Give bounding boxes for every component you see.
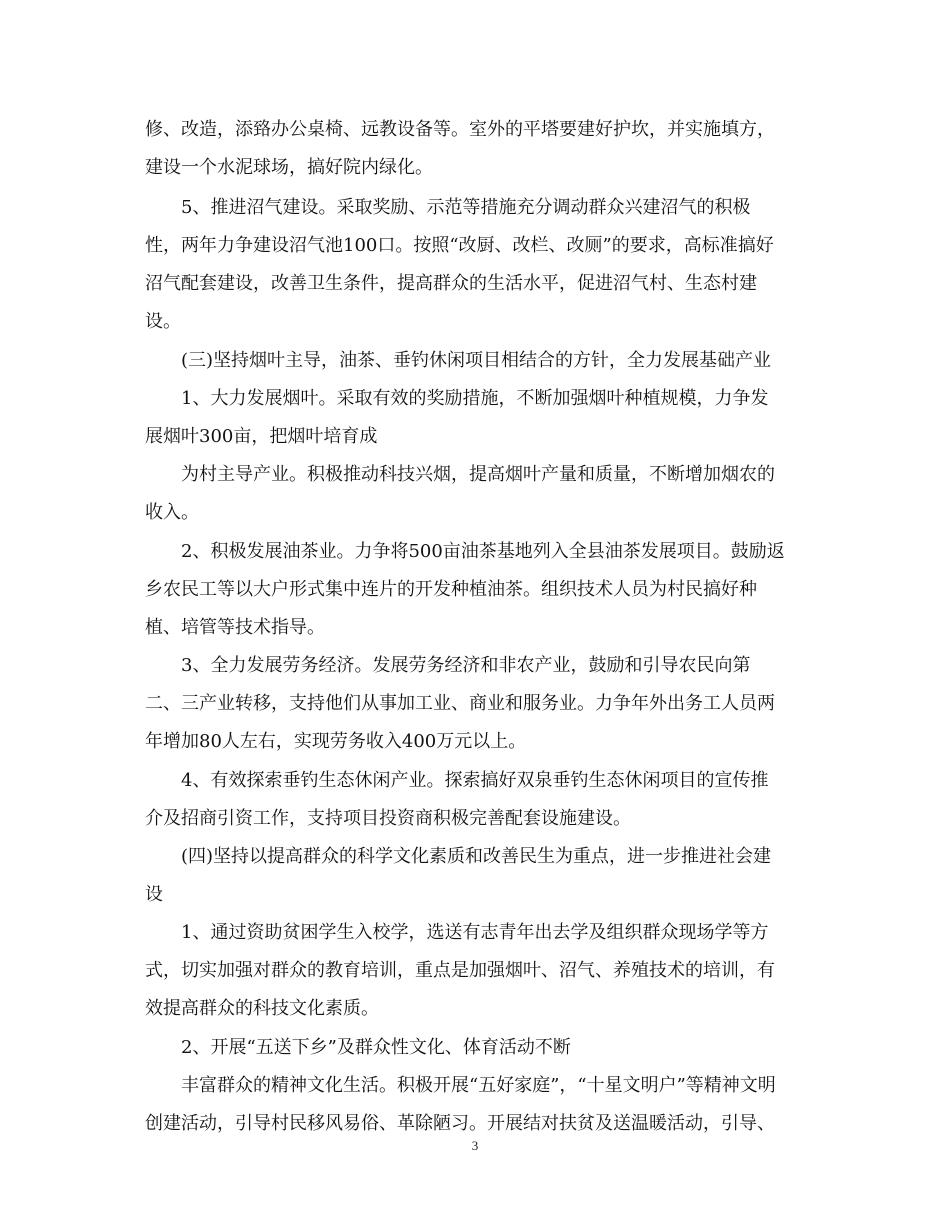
text-line: 5、推进沼气建设。采取奖励、示范等措施充分调动群众兴建沼气的积极 [145,197,751,218]
text-line: 设。 [145,311,181,332]
page-number: 3 [471,1138,479,1153]
text-line: 建设一个水泥球场，搞好院内绿化。 [145,157,433,178]
text-line: 植、培管等技术指导。 [145,617,325,638]
text-line: 创建活动，引导村民移风易俗、革除陋习。开展结对扶贫及送温暖活动，引导、 [145,1113,775,1134]
text-line: 3、全力发展劳务经济。发展劳务经济和非农产业，鼓励和引导农民向第 [145,655,751,676]
text-line: 展烟叶300亩，把烟叶培育成 [145,426,378,447]
section-heading: (四)坚持以提高群众的科学文化素质和改善民生为重点，进一步推进社会建 [145,846,772,867]
text-line: 1、通过资助贫困学生入校学，选送有志青年出去学及组织群众现场学等方 [145,922,769,943]
text-line: 设 [145,884,163,905]
text-line: 性，两年力争建设沼气池100口。按照“改厨、改栏、改厕”的要求，高标准搞好 [145,235,774,256]
text-line: 沼气配套建设，改善卫生条件，提高群众的生活水平，促进沼气村、生态村建 [145,273,757,294]
text-line: 2、积极发展油茶业。力争将500亩油茶基地列入全县油茶发展项目。鼓励返 [145,541,785,562]
text-line: 为村主导产业。积极推动科技兴烟，提高烟叶产量和质量，不断增加烟农的 [145,464,775,485]
text-line: 丰富群众的精神文化生活。积极开展“五好家庭”，“十星文明户”等精神文明 [145,1075,776,1096]
text-line: 式，切实加强对群众的教育培训，重点是加强烟叶、沼气、养殖技术的培训，有 [145,960,775,981]
text-line: 1、大力发展烟叶。采取有效的奖励措施，不断加强烟叶种植规模，力争发 [145,388,769,409]
text-line: 年增加80人左右，实现劳务收入400万元以上。 [145,731,527,752]
text-line: 介及招商引资工作，支持项目投资商积极完善配套设施建设。 [145,808,631,829]
text-line: 4、有效探索垂钓生态休闲产业。探索搞好双泉垂钓生态休闲项目的宣传推 [145,770,769,791]
text-line: 修、改造，添臵办公桌椅、远教设备等。室外的平塔要建好护坎，并实施填方， [145,119,775,140]
section-heading: (三)坚持烟叶主导，油茶、垂钓休闲项目相结合的方针，全力发展基础产业 [145,350,772,371]
text-line: 二、三产业转移，支持他们从事加工业、商业和服务业。力争年外出务工人员两 [145,693,775,714]
text-line: 收入。 [145,502,199,523]
text-line: 2、开展“五送下乡”及群众性文化、体育活动不断 [145,1037,571,1058]
text-line: 乡农民工等以大户形式集中连片的开发种植油茶。组织技术人员为村民搞好种 [145,579,757,600]
text-line: 效提高群众的科技文化素质。 [145,998,379,1019]
